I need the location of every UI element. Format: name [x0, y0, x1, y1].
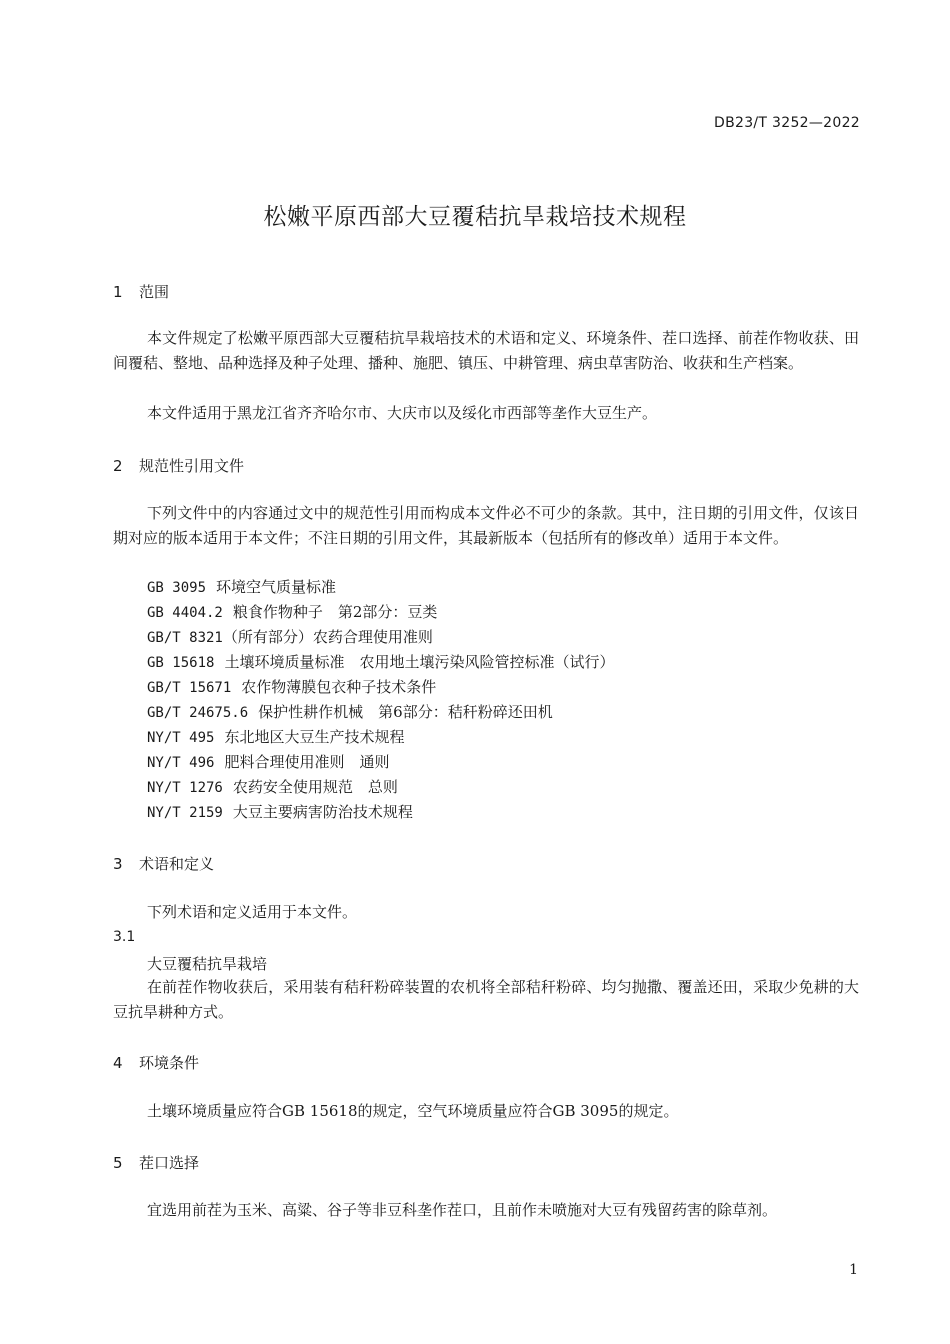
reference-title: （所有部分）农药合理使用准则	[222, 628, 433, 646]
section-number: 4	[113, 1054, 123, 1072]
reference-item	[147, 751, 389, 772]
reference-code: GB 15618	[147, 655, 215, 671]
section-title: 术语和定义	[139, 855, 215, 873]
section-title: 规范性引用文件	[139, 457, 245, 475]
term-number: 3.1	[113, 929, 136, 945]
reference-code: GB/T 15671	[147, 680, 232, 696]
section-3-heading	[113, 853, 214, 874]
reference-title: 土壤环境质量标准 农用地土壤污染风险管控标准（试行）	[224, 653, 615, 671]
section-4-heading	[113, 1052, 199, 1073]
reference-title: 保护性耕作机械 第6部分：秸秆粉碎还田机	[258, 703, 553, 721]
section-1-paragraph-2: 本文件适用于黑龙江省齐齐哈尔市、大庆市以及绥化市西部等垄作大豆生产。	[147, 404, 658, 422]
reference-item	[147, 651, 614, 672]
section-number: 5	[113, 1154, 123, 1172]
section-1-paragraph-1: 本文件规定了松嫩平原西部大豆覆秸抗旱栽培技术的术语和定义、环境条件、茬口选择、前茬作物收获、田间覆秸、整地、品种选择及种子处理、播种、施肥、镇压、中耕管理、病虫草害防治、收获和生产档案。	[113, 329, 859, 372]
reference-code: GB 4404.2	[147, 605, 223, 621]
section-number: 1	[113, 283, 123, 301]
reference-code: GB/T 24675.6	[147, 705, 249, 721]
reference-title: 粮食作物种子 第2部分：豆类	[232, 603, 438, 621]
reference-title: 肥料合理使用准则 通则	[224, 753, 390, 771]
reference-title: 农作物薄膜包衣种子技术条件	[241, 678, 437, 696]
reference-code: NY/T 496	[147, 755, 215, 771]
reference-code: GB 3095	[147, 580, 207, 596]
section-title: 范围	[139, 283, 170, 301]
reference-item	[147, 726, 404, 747]
reference-item	[147, 776, 398, 797]
section-2-heading	[113, 455, 244, 476]
page-number: 1	[849, 1262, 858, 1278]
reference-title: 东北地区大豆生产技术规程	[224, 728, 405, 746]
section-5-paragraph-1: 宜选用前茬为玉米、高粱、谷子等非豆科垄作茬口，且前作未喷施对大豆有残留药害的除草剂。	[147, 1201, 778, 1219]
section-4-paragraph-1: 土壤环境质量应符合GB 15618的规定，空气环境质量应符合GB 3095的规定。	[147, 1102, 679, 1120]
reference-item	[147, 701, 553, 722]
reference-item	[147, 601, 437, 622]
term-definition: 在前茬作物收获后，采用装有秸秆粉碎装置的农机将全部秸秆粉碎、均匀抛撒、覆盖还田，采取少免耕的大豆抗旱耕种方式。	[113, 978, 859, 1021]
section-title: 茬口选择	[139, 1154, 200, 1172]
reference-code: NY/T 495	[147, 730, 215, 746]
reference-title: 农药安全使用规范 总则	[232, 778, 398, 796]
section-5-heading	[113, 1152, 199, 1173]
standard-code: DB23/T 3252—2022	[714, 115, 860, 131]
section-3-paragraph-1: 下列术语和定义适用于本文件。	[147, 903, 358, 921]
reference-item	[147, 676, 436, 697]
section-2-paragraph-1: 下列文件中的内容通过文中的规范性引用而构成本文件必不可少的条款。其中，注日期的引用文件，仅该日期对应的版本适用于本文件；不注日期的引用文件，其最新版本（包括所有的修改单）适用于本文件。	[113, 504, 859, 547]
reference-item	[147, 626, 433, 647]
reference-code: NY/T 1276	[147, 780, 223, 796]
section-1-heading	[113, 281, 169, 302]
term-name: 大豆覆秸抗旱栽培	[147, 955, 268, 973]
section-title: 环境条件	[139, 1054, 200, 1072]
reference-item	[147, 576, 336, 597]
reference-code: NY/T 2159	[147, 805, 223, 821]
document-title: 松嫩平原西部大豆覆秸抗旱栽培技术规程	[263, 204, 687, 230]
reference-title: 大豆主要病害防治技术规程	[232, 803, 413, 821]
section-number: 2	[113, 457, 123, 475]
section-number: 3	[113, 855, 123, 873]
reference-item	[147, 801, 413, 822]
reference-code: GB/T 8321	[147, 630, 223, 646]
reference-title: 环境空气质量标准	[216, 578, 337, 596]
